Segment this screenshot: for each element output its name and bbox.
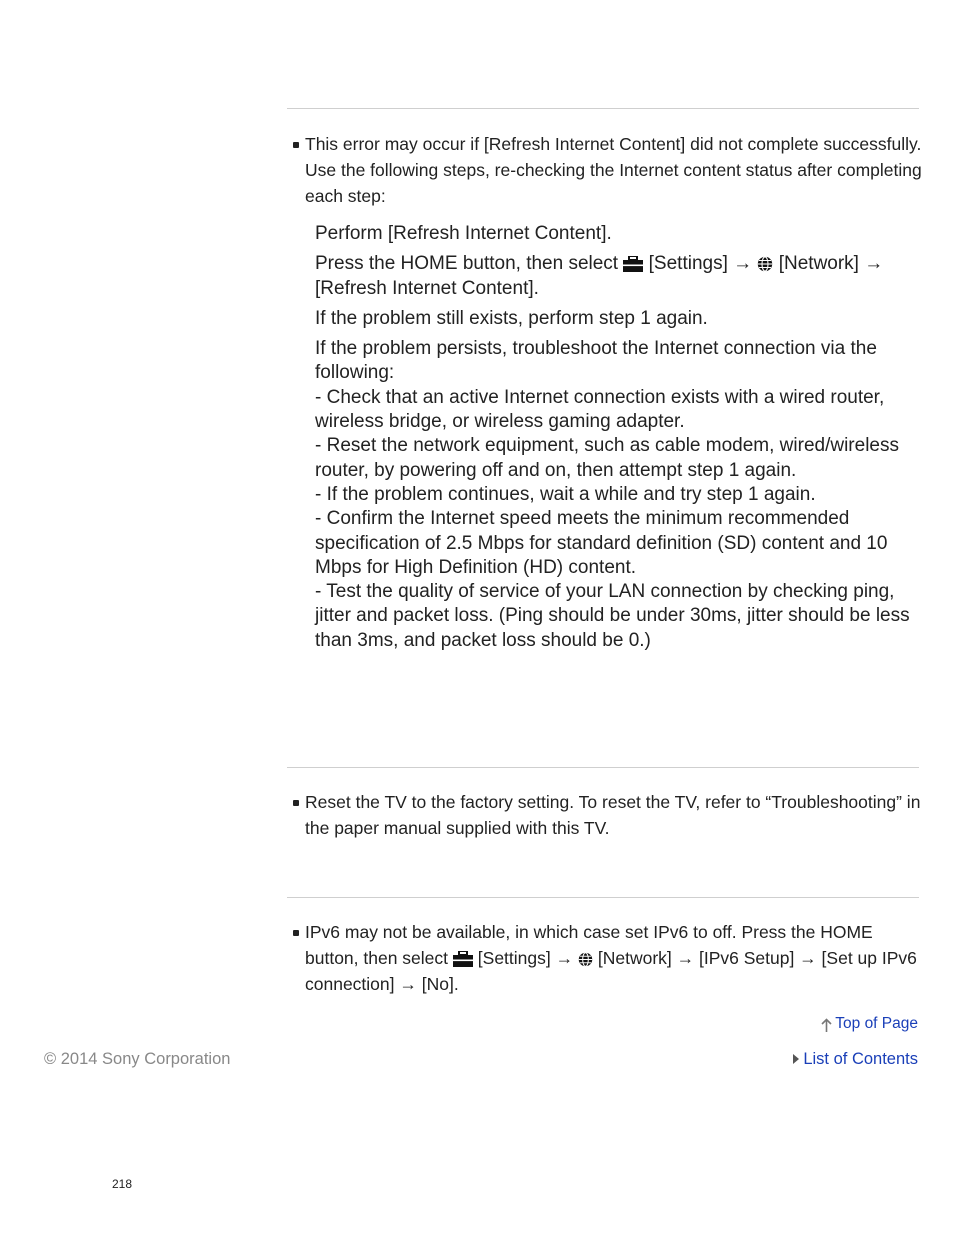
step-1-detail-pre: Press the HOME button, then select (315, 253, 619, 275)
step-3-line: - Test the quality of service of your LAN connection by checking ping, jitter and packet loss. (Ping should be under 30ms, jitter should be less than 3ms, and packet loss should be 0.) (315, 581, 910, 651)
arrow-up-icon (821, 1018, 832, 1037)
step-1-detail (315, 252, 925, 301)
bullet-icon (293, 142, 299, 148)
triangle-right-icon (793, 1054, 799, 1064)
step-3-line: - Reset the network equipment, such as cable modem, wired/wireless router, by powering off and on, then attempt step 1 again. (315, 435, 899, 481)
step-1 (315, 222, 925, 246)
section-divider-1 (287, 108, 919, 109)
section-divider-2 (287, 767, 919, 768)
step-1-detail-settings: [Settings] → (648, 253, 753, 275)
list-of-contents-link[interactable] (793, 1050, 918, 1069)
step-3-line: - Confirm the Internet speed meets the minimum recommended specification of 2.5 Mbps for standard definition (SD) content and 10 Mbps for High Definition (HD) content. (315, 508, 888, 578)
step-1-detail-post: [Refresh Internet Content]. (315, 277, 539, 299)
steps-list (315, 222, 925, 659)
bullet-item-3 (293, 919, 923, 997)
bullet-icon (293, 800, 299, 806)
top-of-page-label[interactable]: Top of Page (835, 1015, 918, 1032)
step-3 (315, 337, 925, 653)
bullet-text-2: Reset the TV to the factory setting. To reset the TV, refer to “Troubleshooting” in the paper manual supplied with this TV. (305, 792, 921, 838)
bullet-item-2 (293, 789, 923, 841)
globe-icon (757, 256, 773, 272)
bullet-text-1: This error may occur if [Refresh Internet Content] did not complete successfully. Use the following steps, re-checking the Internet content status after completing each step: (305, 134, 922, 206)
list-of-contents-label[interactable]: List of Contents (803, 1050, 918, 1068)
page-number: 218 (112, 1177, 133, 1191)
globe-icon (578, 952, 593, 967)
bullet-text-3 (305, 919, 923, 997)
top-of-page-link[interactable] (821, 1015, 918, 1037)
step-3-line: If the problem persists, troubleshoot the Internet connection via the following: (315, 338, 877, 384)
step-3-line: - Check that an active Internet connection exists with a wired router, wireless bridge, or wireless gaming adapter. (315, 386, 885, 433)
bullet-item-1 (293, 131, 923, 209)
bullet-icon (293, 930, 299, 936)
toolbox-icon (453, 951, 473, 967)
toolbox-icon (623, 256, 643, 272)
step-2-text: If the problem still exists, perform step 1 again. (315, 307, 708, 329)
copyright-text: © 2014 Sony Corporation (44, 1050, 231, 1068)
step-1-detail-network: [Network] → (778, 253, 884, 275)
bullet-3-pre: IPv6 may not be available, in which case set IPv6 to off. Press the HOME button, then select (305, 922, 873, 968)
step-2 (315, 307, 925, 331)
bullet-3-settings: [Settings] → (477, 948, 574, 968)
bullet-3-post: [Network] → [IPv6 Setup] → [Set up IPv6 connection] → [No]. (305, 948, 917, 994)
step-1-text: Perform [Refresh Internet Content]. (315, 223, 612, 244)
section-divider-3 (287, 897, 919, 898)
step-3-line: - If the problem continues, wait a while and try step 1 again. (315, 483, 816, 505)
